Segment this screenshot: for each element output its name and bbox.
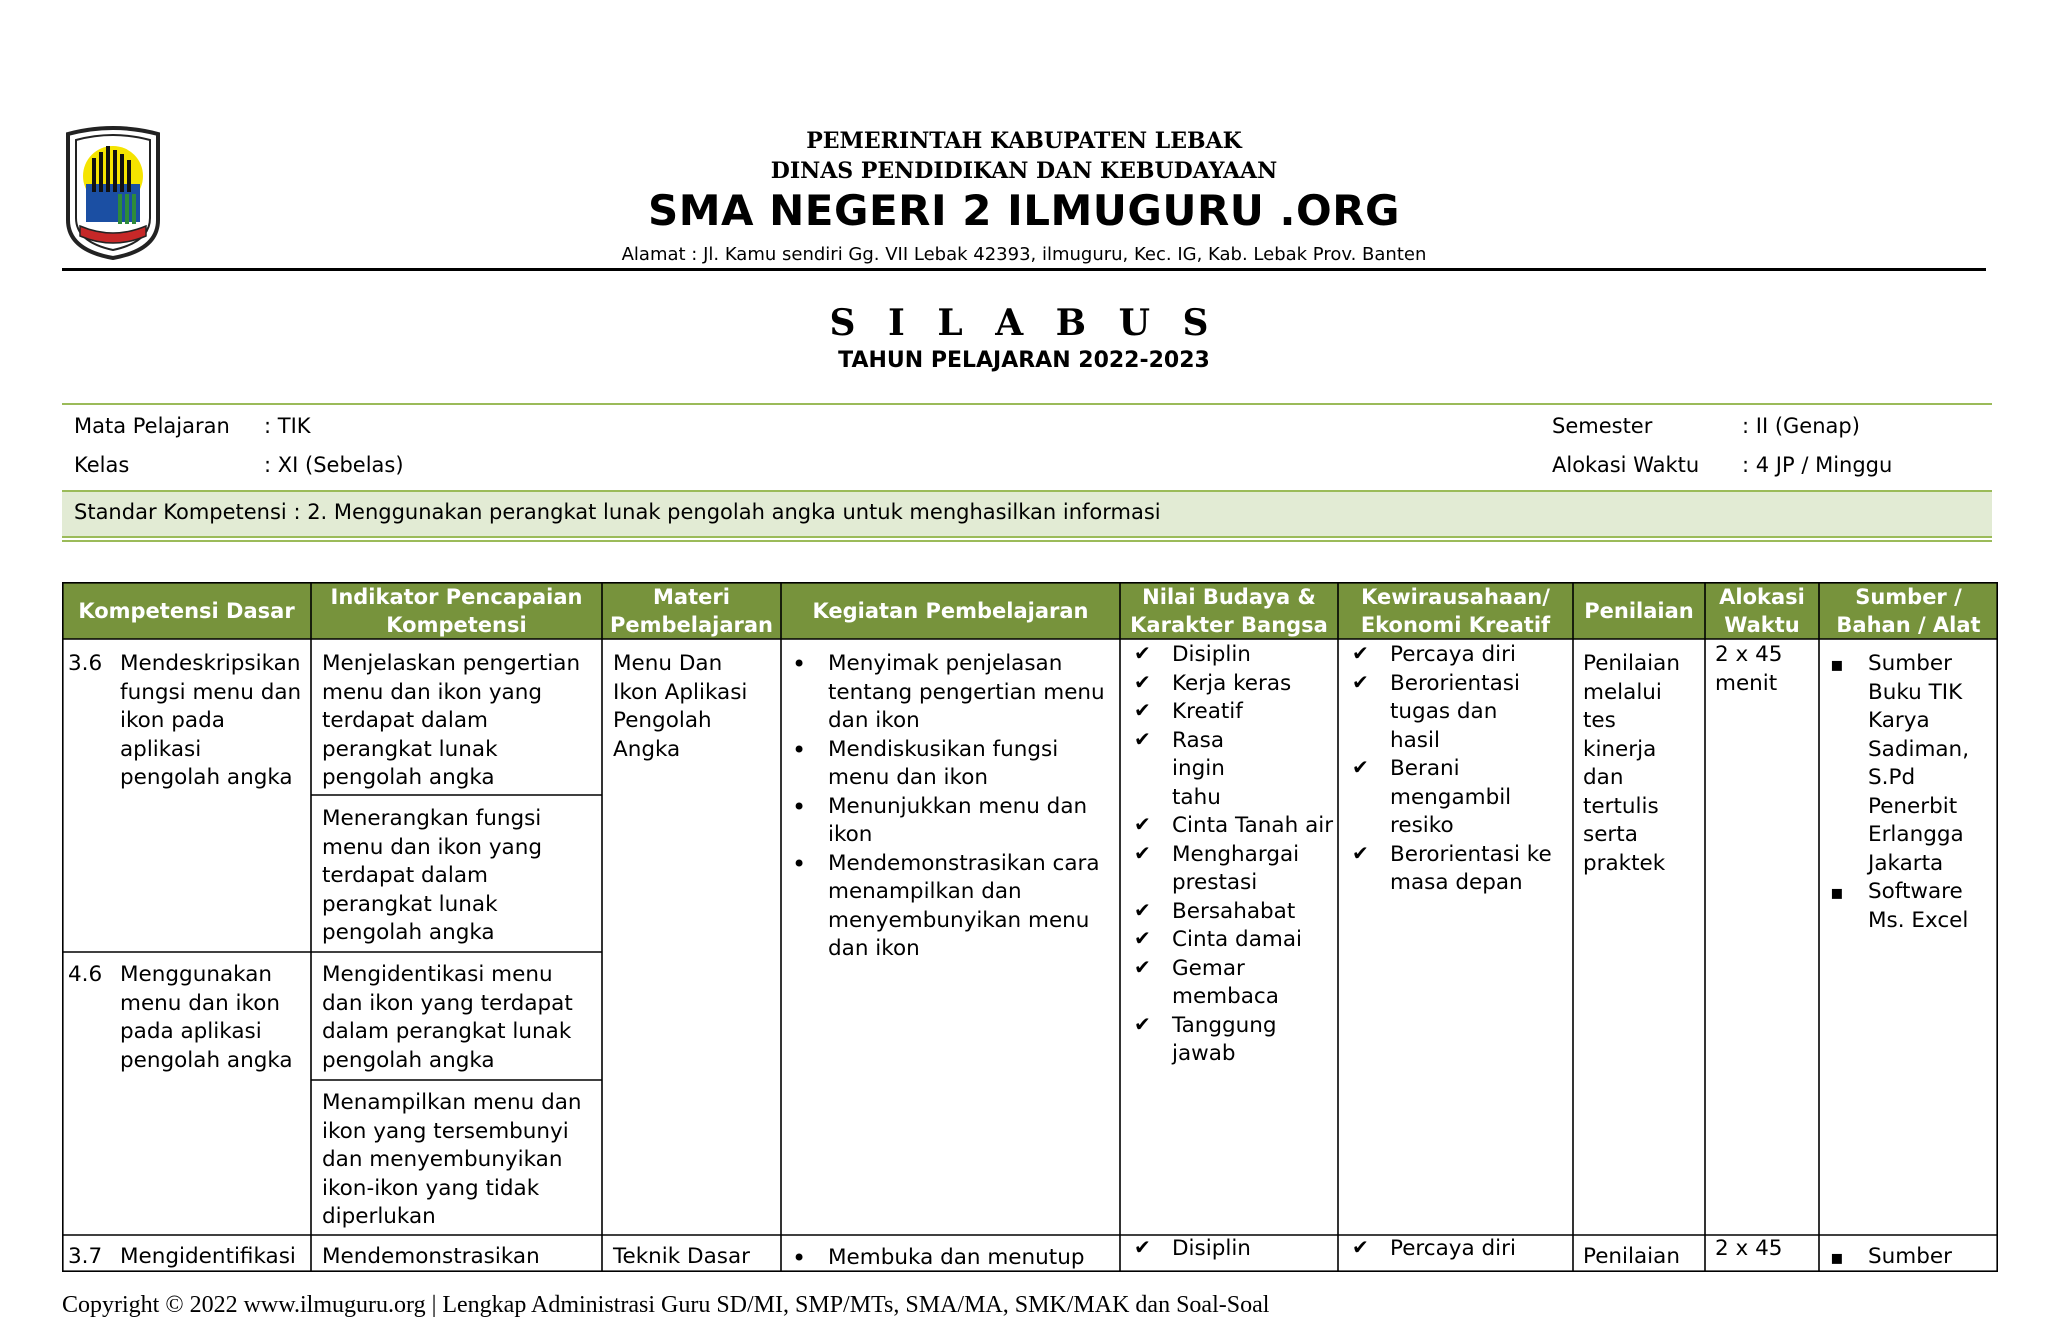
nilai-item: ✔ Cinta Tanah air <box>1130 812 1336 841</box>
nilai-item: ✔ Kreatif <box>1130 698 1336 727</box>
kd-number: 3.6 <box>68 651 103 676</box>
kegiatan-item: • Menunjukkan menu dan ikon <box>786 793 1106 850</box>
indicator-item: Mendemonstrasikan <box>322 1244 540 1269</box>
sumber-list <box>1826 650 1994 935</box>
school-name: SMA NEGERI 2 ILMUGURU .ORG <box>647 186 1401 235</box>
materi-text: Menu Dan Ikon Aplikasi Pengolah Angka <box>613 651 748 762</box>
kewirausahaan-item: ✔ Percaya diri <box>1348 1235 1516 1264</box>
penilaian-text: Penilaian melalui tes kinerja dan tertulis serta praktek <box>1583 651 1680 876</box>
col-header-sumber: Sumber / Bahan / Alat <box>1836 584 1981 637</box>
col-header-materi: Materi Pembelajaran <box>609 584 773 637</box>
indicator-item: Menampilkan menu dan ikon yang tersembunyi dan menyembunyikan ikon-ikon yang tidak diperlukan <box>322 1090 582 1229</box>
col-header-nilai-budaya: Nilai Budaya & Karakter Bangsa <box>1130 584 1328 637</box>
semester-label: Semester <box>1552 414 1653 438</box>
kegiatan-item: • Mendiskusikan fungsi menu dan ikon <box>786 736 1106 793</box>
indicator-item: Mengidentikasi menu dan ikon yang terdapat dalam perangkat lunak pengolah angka <box>322 962 573 1073</box>
academic-year: TAHUN PELAJARAN 2022-2023 <box>838 348 1210 373</box>
kd-text: Mengidentifikasi <box>120 1244 296 1269</box>
nilai-item: ✔ Disiplin <box>1130 1235 1251 1264</box>
sumber-list <box>1826 1243 1952 1272</box>
semester-value: : II (Genap) <box>1742 414 1860 438</box>
nilai-item: ✔ Bersahabat <box>1130 898 1336 927</box>
nilai-item: ✔ Kerja keras <box>1130 670 1336 699</box>
header-divider <box>62 268 1986 271</box>
nilai-item: ✔ Gemar membaca <box>1130 955 1336 1012</box>
kd-text: Menggunakan menu dan ikon pada aplikasi pengolah angka <box>120 962 293 1073</box>
alokasi-text: 2 x 45 <box>1715 1236 1783 1261</box>
document-title: S I L A B U S <box>829 302 1219 344</box>
competency-standard: Standar Kompetensi : 2. Menggunakan perangkat lunak pengolah angka untuk menghasilkan informasi <box>74 500 1161 524</box>
col-header-alokasi: Alokasi Waktu <box>1719 584 1805 637</box>
kewirausahaan-item: ✔ Berorientasi tugas dan hasil <box>1348 670 1570 756</box>
sumber-item: ▪ Sumber Buku TIK Karya Sadiman, S.Pd Penerbit Erlangga Jakarta <box>1826 650 1994 878</box>
government-name: PEMERINTAH KABUPATEN LEBAK <box>806 128 1242 154</box>
nilai-item: ✔ Rasa ingin tahu <box>1130 727 1336 813</box>
time-allocation-value: : 4 JP / Minggu <box>1742 453 1893 477</box>
kewirausahaan-list <box>1348 641 1570 898</box>
subject-label: Mata Pelajaran <box>74 414 230 438</box>
nilai-list <box>1130 1235 1251 1264</box>
col-header-kompetensi-dasar: Kompetensi Dasar <box>78 598 295 623</box>
indicator-item: Menerangkan fungsi menu dan ikon yang terdapat dalam perangkat lunak pengolah angka <box>322 806 542 945</box>
kewirausahaan-item: ✔ Berani mengambil resiko <box>1348 755 1570 841</box>
kewirausahaan-item: ✔ Berorientasi ke masa depan <box>1348 841 1570 898</box>
subject-value: : TIK <box>264 414 311 438</box>
kd-number: 3.7 <box>68 1244 103 1269</box>
col-header-penilaian: Penilaian <box>1584 598 1694 623</box>
col-header-kegiatan: Kegiatan Pembelajaran <box>812 598 1089 623</box>
kewirausahaan-item: ✔ Percaya diri <box>1348 641 1570 670</box>
sumber-item: ▪ Sumber <box>1826 1243 1952 1272</box>
kegiatan-list <box>786 650 1106 964</box>
nilai-item: ✔ Tanggung jawab <box>1130 1012 1336 1069</box>
kegiatan-item: • Menyimak penjelasan tentang pengertian menu dan ikon <box>786 650 1106 736</box>
school-address: Alamat : Jl. Kamu sendiri Gg. VII Lebak 42393, ilmuguru, Kec. IG, Kab. Lebak Prov. Banten <box>621 244 1427 265</box>
kewirausahaan-list <box>1348 1235 1516 1264</box>
department-name: DINAS PENDIDIKAN DAN KEBUDAYAAN <box>770 158 1278 184</box>
col-header-kewirausahaan: Kewirausahaan/ Ekonomi Kreatif <box>1360 584 1551 637</box>
class-label: Kelas <box>74 453 130 477</box>
kd-number: 4.6 <box>68 962 103 987</box>
materi-text: Teknik Dasar <box>613 1244 750 1269</box>
class-value: : XI (Sebelas) <box>264 453 404 477</box>
nilai-item: ✔ Disiplin <box>1130 641 1336 670</box>
col-header-indikator: Indikator Pencapaian Kompetensi <box>330 584 583 637</box>
alokasi-text: 2 x 45 menit <box>1715 642 1783 696</box>
kegiatan-list <box>786 1244 1085 1273</box>
copyright-footer: Copyright © 2022 www.ilmuguru.org | Lengkap Administrasi Guru SD/MI, SMP/MTs, SMA/MA, SMK/MAK dan Soal-Soal <box>62 1292 1270 1318</box>
kegiatan-item: • Mendemonstrasikan cara menampilkan dan menyembunyikan menu dan ikon <box>786 850 1106 964</box>
penilaian-text: Penilaian <box>1583 1244 1680 1269</box>
nilai-item: ✔ Menghargai prestasi <box>1130 841 1336 898</box>
nilai-item: ✔ Cinta damai <box>1130 926 1336 955</box>
sumber-item: ▪ Software Ms. Excel <box>1826 878 1994 935</box>
nilai-list <box>1130 641 1336 1069</box>
time-allocation-label: Alokasi Waktu <box>1552 453 1700 477</box>
indicator-item: Menjelaskan pengertian menu dan ikon yang terdapat dalam perangkat lunak pengolah angka <box>322 651 581 790</box>
kegiatan-item: • Membuka dan menutup <box>786 1244 1085 1273</box>
kd-text: Mendeskripsikan fungsi menu dan ikon pada aplikasi pengolah angka <box>120 651 302 790</box>
